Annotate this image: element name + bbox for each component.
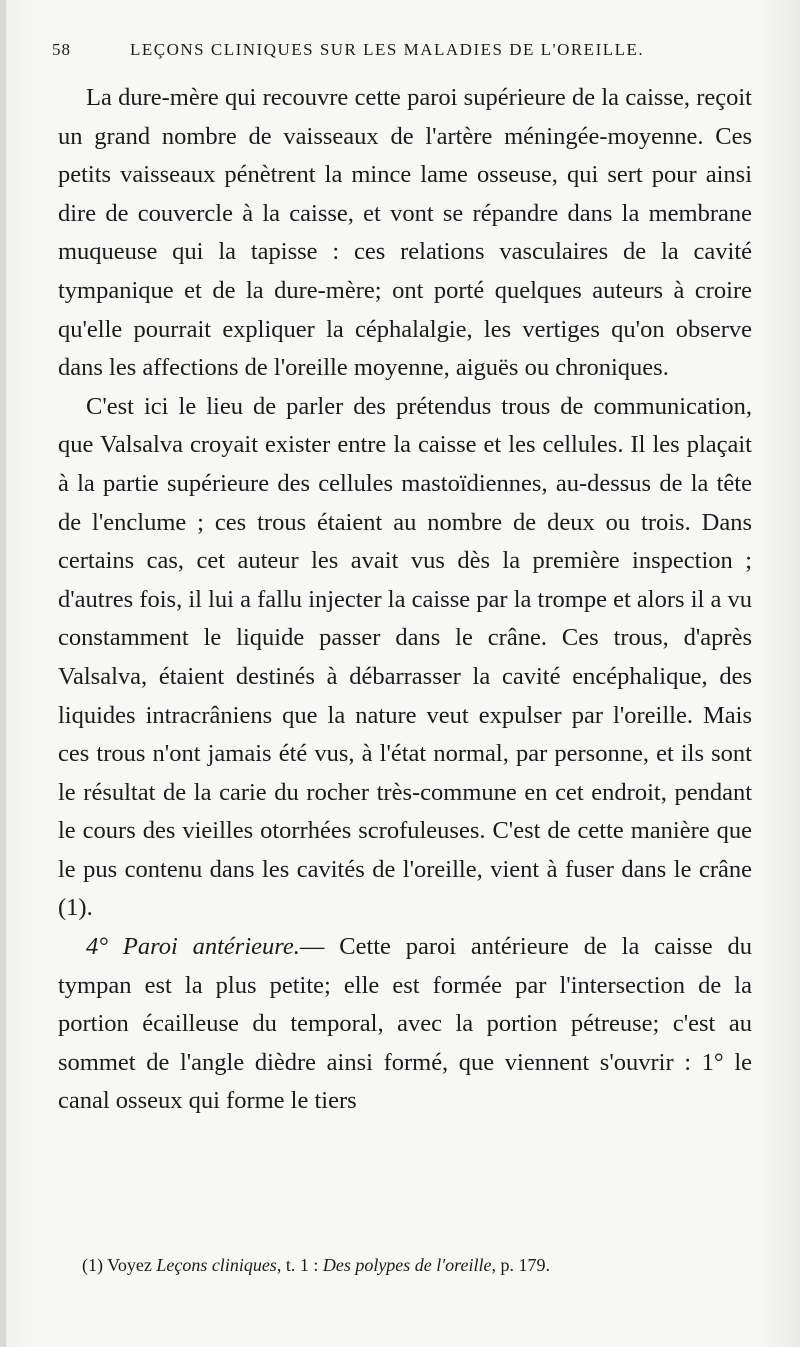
section-heading: 4° Paroi antérieure. <box>86 933 300 961</box>
footnote-marker: (1) Voyez <box>82 1255 157 1275</box>
paragraph-text: Cette paroi antérieure de la caisse du tympan est la plus petite; elle est formée par l'intersection de la portion écailleuse du temporal, avec la portion pétreuse; c'est au sommet de l'angle dièdre ainsi formé, que viennent s'ouvrir : 1° le canal osseux qui forme le tiers <box>58 933 752 1115</box>
paragraph-paroi-anterieure <box>58 928 752 1121</box>
footnote-page: , p. 179. <box>491 1255 550 1275</box>
scan-edge <box>0 0 6 1347</box>
em-dash: — <box>299 933 325 961</box>
page-number: 58 <box>52 40 71 59</box>
footnote-work-title: Leçons cliniques <box>156 1255 277 1275</box>
body-text <box>58 79 752 1121</box>
footnote-volume: , t. 1 : <box>276 1255 323 1275</box>
running-head: LEÇONS CLINIQUES SUR LES MALADIES DE L'OREILLE. <box>130 40 645 59</box>
paragraph-dure-mere: La dure-mère qui recouvre cette paroi supérieure de la caisse, reçoit un grand nombre de vaisseaux de l'artère méningée-moyenne. Ces petits vaisseaux pénètrent la mince lame osseuse, qui sert pour ainsi dire de couvercle à la caisse, et vont se répandre dans la membrane muqueuse qui la tapisse : ces relations vasculaires de la cavité tympanique et de la dure-mère; ont porté quelques auteurs à croire qu'elle pourrait expliquer la céphalalgie, les vertiges qu'on observe dans les affections de l'oreille moyenne, aiguës ou chroniques. <box>58 84 752 382</box>
footnote <box>82 1253 742 1277</box>
paragraph-valsalva: C'est ici le lieu de parler des prétendus trous de communication, que Valsalva croyait exister entre la caisse et les cellules. Il les plaçait à la partie supérieure des cellules mastoïdiennes, au-dessus de la tête de l'enclume ; ces trous étaient au nombre de deux ou trois. Dans certains cas, cet auteur les avait vus dès la première inspection ; d'autres fois, il lui a fallu injecter la caisse par la trompe et alors il a vu constamment le liquide passer dans le crâne. Ces trous, d'après Valsalva, étaient destinés à débarrasser la cavité encéphalique, des liquides intracrâniens que la nature veut expulser par l'oreille. Mais ces trous n'ont jamais été vus, à l'état normal, par personne, et ils sont le résultat de la carie du rocher très-commune en cet endroit, pendant le cours des vieilles otorrhées scrofuleuses. C'est de cette manière que le pus contenu dans les cavités de l'oreille, vient à fuser dans le crâne (1). <box>58 392 752 922</box>
page-header <box>52 40 752 66</box>
footnote-chapter-title: Des polypes de l'oreille <box>322 1255 492 1275</box>
